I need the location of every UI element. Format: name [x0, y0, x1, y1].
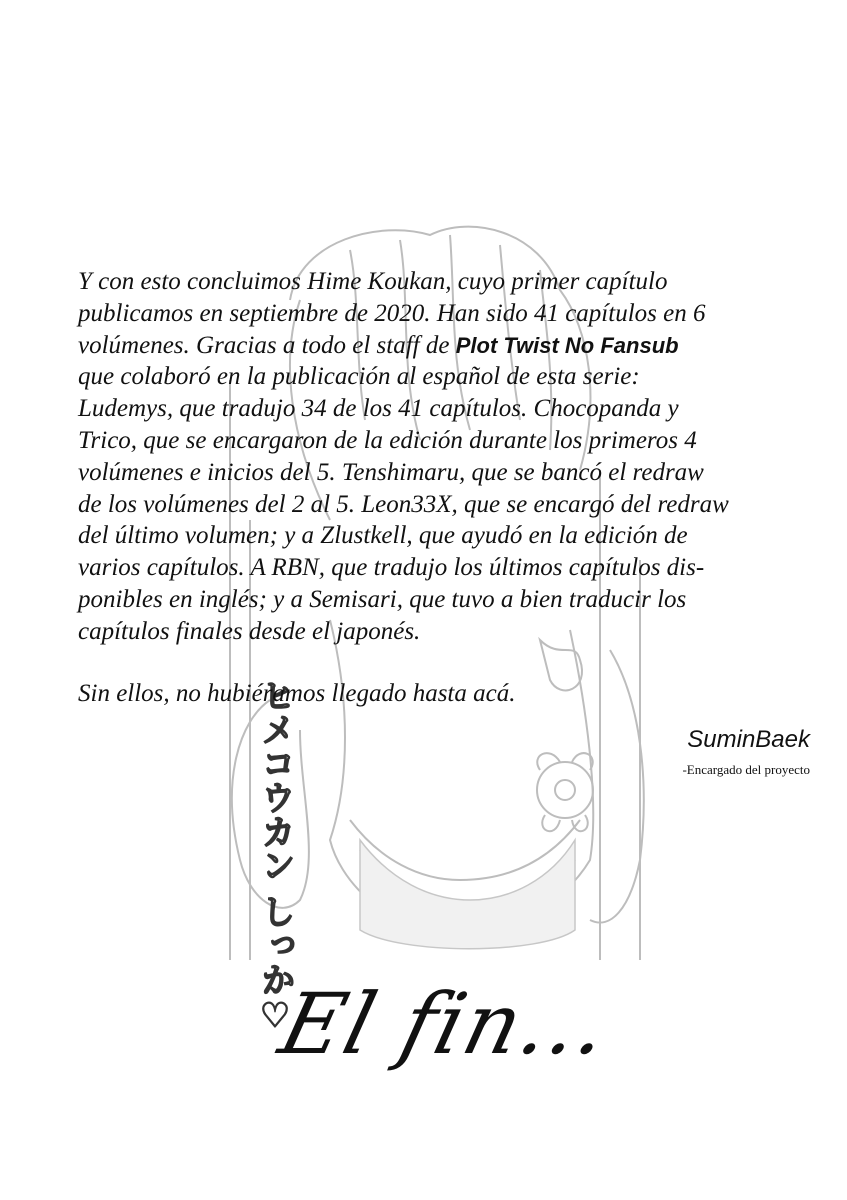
vertical-text-column-1: ヒメコウカン: [255, 678, 295, 882]
fansub-group-name: Plot Twist No Fansub: [455, 332, 679, 358]
thanks-message: [78, 266, 778, 648]
closing-line: Sin ellos, no hubiéramos llegado hasta acá.: [78, 680, 516, 707]
message-line-1: Y con esto concluimos Hime Koukan, cuyo primer capítulo: [78, 268, 668, 295]
message-line-10: varios capítulos. A RBN, que tradujo los últimos capítulos dis-: [78, 554, 705, 582]
vertical-text-column-2: しっか♡: [255, 893, 295, 1036]
the-end-title: El fin...: [270, 975, 621, 1073]
signature-role: -Encargado del proyecto: [682, 762, 810, 777]
message-line-3-text: volúmenes. Gracias a todo el staff de: [78, 331, 456, 359]
message-line-9: del último volumen; y a Zlustkell, que ayudó en la edición de: [78, 522, 688, 550]
message-line-4: que colaboró en la publicación al español de esta serie:: [78, 363, 640, 391]
message-line-2: publicamos en septiembre de 2020. Han sido 41 capítulos en 6: [78, 299, 706, 327]
message-line-8: de los volúmenes del 2 al 5. Leon33X, que se encargó del redraw: [78, 490, 729, 518]
message-line-11: ponibles en inglés; y a Semisari, que tuvo a bien traducir los: [78, 585, 687, 613]
message-line-7: volúmenes e inicios del 5. Tenshimaru, que se bancó el redraw: [78, 458, 704, 486]
vertical-sound-effect: [255, 678, 295, 1036]
message-line-3: [78, 330, 778, 362]
message-line-6: Trico, que se encargaron de la edición durante los primeros 4: [78, 426, 697, 454]
signature-name: SuminBaek: [687, 726, 810, 753]
message-line-5: Ludemys, que tradujo 34 de los 41 capítulos. Chocopanda y: [78, 395, 679, 423]
message-line-12: capítulos finales desde el japonés.: [78, 617, 421, 645]
